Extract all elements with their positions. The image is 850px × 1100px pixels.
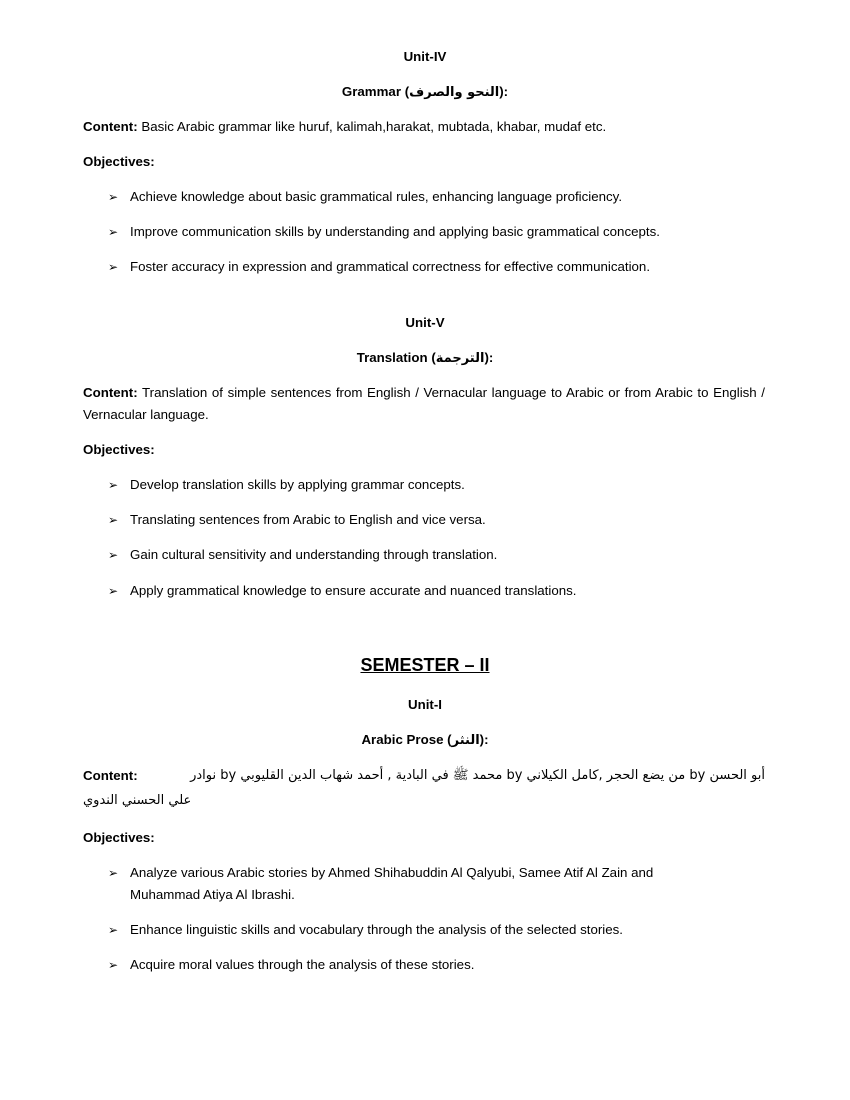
arrow-bullet-icon: ➢ (108, 225, 119, 239)
unit-iv-subject (0, 84, 850, 100)
semester-ii-heading: SEMESTER – II (360, 655, 490, 675)
sem2-unit-i-content-label: Content: (83, 768, 138, 783)
unit-v-objective (108, 544, 708, 566)
sem2-unit-i-objective-text: Enhance linguistic skills and vocabulary through the analysis of the selected stories. (130, 922, 623, 937)
unit-iv-objective-text: Improve communication skills by understanding and applying basic grammatical concepts. (130, 224, 660, 239)
unit-iv-objectives-label: Objectives: (83, 154, 155, 169)
unit-v-subject-prefix: Translation ( (356, 350, 436, 365)
arrow-bullet-icon: ➢ (108, 548, 119, 562)
unit-iv-subject-arabic: النحو والصرف (409, 85, 500, 100)
unit-v-objective (108, 474, 708, 496)
arrow-bullet-icon: ➢ (108, 190, 119, 204)
sem2-unit-i-content-arabic-line1: أبو الحسن by من يضع الحجر ,كامل الكيلاني by محمد ﷺ في البادية , أحمد شهاب الدين القليوبي by نوادر (190, 768, 765, 783)
sem2-unit-i-objective (108, 919, 708, 941)
unit-iv-content-label: Content: (83, 119, 138, 134)
sem2-unit-i-subject-prefix: Arabic Prose ( (361, 732, 452, 747)
unit-v-objective-text: Translating sentences from Arabic to English and vice versa. (130, 512, 486, 527)
unit-v-subject-arabic: الترجمة (435, 351, 485, 366)
sem2-unit-i-content (83, 765, 765, 787)
unit-v-objective (108, 580, 708, 602)
arrow-bullet-icon: ➢ (108, 513, 119, 527)
arrow-bullet-icon: ➢ (108, 958, 119, 972)
sem2-unit-i-subject-arabic: النثر (451, 733, 480, 748)
arrow-bullet-icon: ➢ (108, 584, 119, 598)
sem2-unit-i-subject (0, 732, 850, 748)
unit-iv-objective (108, 221, 708, 243)
arrow-bullet-icon: ➢ (108, 923, 119, 937)
unit-v-subject-suffix: ): (484, 350, 494, 365)
unit-iv-subject-suffix: ): (499, 84, 509, 99)
unit-iv-objective (108, 256, 708, 278)
unit-iv-content-text: Basic Arabic grammar like huruf, kalimah,harakat, mubtada, khabar, mudaf etc. (137, 119, 607, 134)
sem2-unit-i-title: Unit-I (408, 697, 442, 712)
unit-iv-content (83, 116, 765, 138)
unit-v-content-text: Translation of simple sentences from English / Vernacular language to Arabic or from Arabic to English / Vernacular language. (83, 385, 765, 422)
sem2-unit-i-content-line2-wrap (83, 789, 765, 812)
unit-v-objective (108, 509, 708, 531)
sem2-unit-i-content-arabic-line2: علي الحسني الندوي (83, 793, 192, 808)
unit-v-title: Unit-V (405, 315, 445, 330)
sem2-unit-i-objective (108, 862, 708, 906)
unit-iv-objective (108, 186, 708, 208)
unit-iv-objective-text: Achieve knowledge about basic grammatical rules, enhancing language proficiency. (130, 189, 623, 204)
arrow-bullet-icon: ➢ (108, 260, 119, 274)
arrow-bullet-icon: ➢ (108, 478, 119, 492)
sem2-unit-i-objective-text: Analyze various Arabic stories by Ahmed Shihabuddin Al Qalyubi, Samee Atif Al Zain and Muhammad Atiya Al Ibrashi. (130, 865, 654, 902)
arrow-bullet-icon: ➢ (108, 866, 119, 880)
unit-v-objective-text: Apply grammatical knowledge to ensure accurate and nuanced translations. (130, 583, 577, 598)
sem2-unit-i-objective-text: Acquire moral values through the analysis of these stories. (130, 957, 475, 972)
unit-v-objectives-label: Objectives: (83, 442, 155, 457)
unit-v-content (83, 382, 765, 426)
unit-v-objective-text: Gain cultural sensitivity and understanding through translation. (130, 547, 498, 562)
unit-v-subject (0, 350, 850, 366)
sem2-unit-i-subject-suffix: ): (479, 732, 489, 747)
sem2-unit-i-objective (108, 954, 708, 976)
unit-v-objective-text: Develop translation skills by applying grammar concepts. (130, 477, 465, 492)
unit-v-content-label: Content: (83, 385, 138, 400)
unit-iv-subject-prefix: Grammar ( (341, 84, 410, 99)
unit-iv-title: Unit-IV (403, 49, 447, 64)
sem2-unit-i-objectives-label: Objectives: (83, 830, 155, 845)
unit-iv-objective-text: Foster accuracy in expression and grammatical correctness for effective communication. (130, 259, 651, 274)
